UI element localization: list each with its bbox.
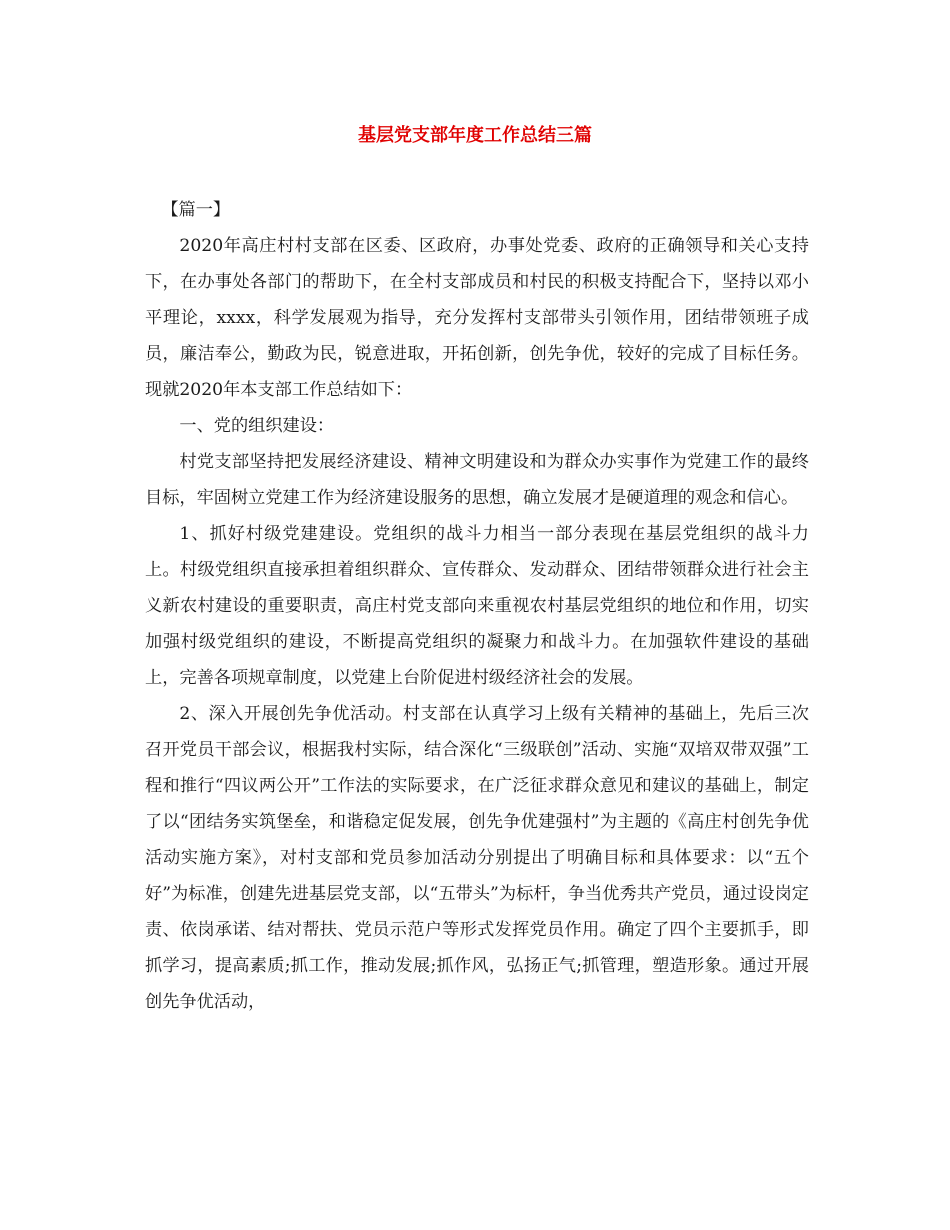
section-heading: 【篇一】: [161, 200, 231, 220]
document-body: [145, 192, 809, 1020]
document-title: 基层党支部年度工作总结三篇: [358, 125, 592, 146]
paragraph: 村党支部坚持把发展经济建设、精神文明建设和为群众办实事作为党建工作的最终目标，牢固树立党建工作为经济建设服务的思想，确立发展才是硬道理的观念和信心。: [145, 452, 809, 508]
paragraph: 2、深入开展创先争优活动。村支部在认真学习上级有关精神的基础上，先后三次召开党员干部会议，根据我村实际，结合深化“三级联创”活动、实施“双培双带双强”工程和推行“四议两公开”工作法的实际要求，在广泛征求群众意见和建议的基础上，制定了以“团结务实筑堡垒，和谐稳定促发展，创先争优建强村”为主题的《高庄村创先争优活动实施方案》，对村支部和党员参加活动分别提出了明确目标和具体要求：以“五个好”为标准，创建先进基层党支部，以“五带头”为标杆，争当优秀共产党员，通过设岗定责、依岗承诺、结对帮扶、党员示范户等形式发挥党员作用。确定了四个主要抓手，即抓学习，提高素质;抓工作，推动发展;抓作风，弘扬正气;抓管理，塑造形象。通过开展创先争优活动，: [145, 704, 809, 1012]
subheading: 一、党的组织建设：: [179, 416, 335, 436]
paragraph: 2020年高庄村村支部在区委、区政府，办事处党委、政府的正确领导和关心支持下，在办事处各部门的帮助下，在全村支部成员和村民的积极支持配合下，坚持以邓小平理论，xxxx，科学发展观为指导，充分发挥村支部带头引领作用，团结带领班子成员，廉洁奉公，勤政为民，锐意进取，开拓创新，创先争优，较好的完成了目标任务。现就2020年本支部工作总结如下：: [145, 236, 809, 400]
paragraph: 1、抓好村级党建建设。党组织的战斗力相当一部分表现在基层党组织的战斗力上。村级党组织直接承担着组织群众、宣传群众、发动群众、团结带领群众进行社会主义新农村建设的重要职责，高庄村党支部向来重视农村基层党组织的地位和作用，切实加强村级党组织的建设，不断提高党组织的凝聚力和战斗力。在加强软件建设的基础上，完善各项规章制度，以党建上台阶促进村级经济社会的发展。: [145, 524, 809, 688]
